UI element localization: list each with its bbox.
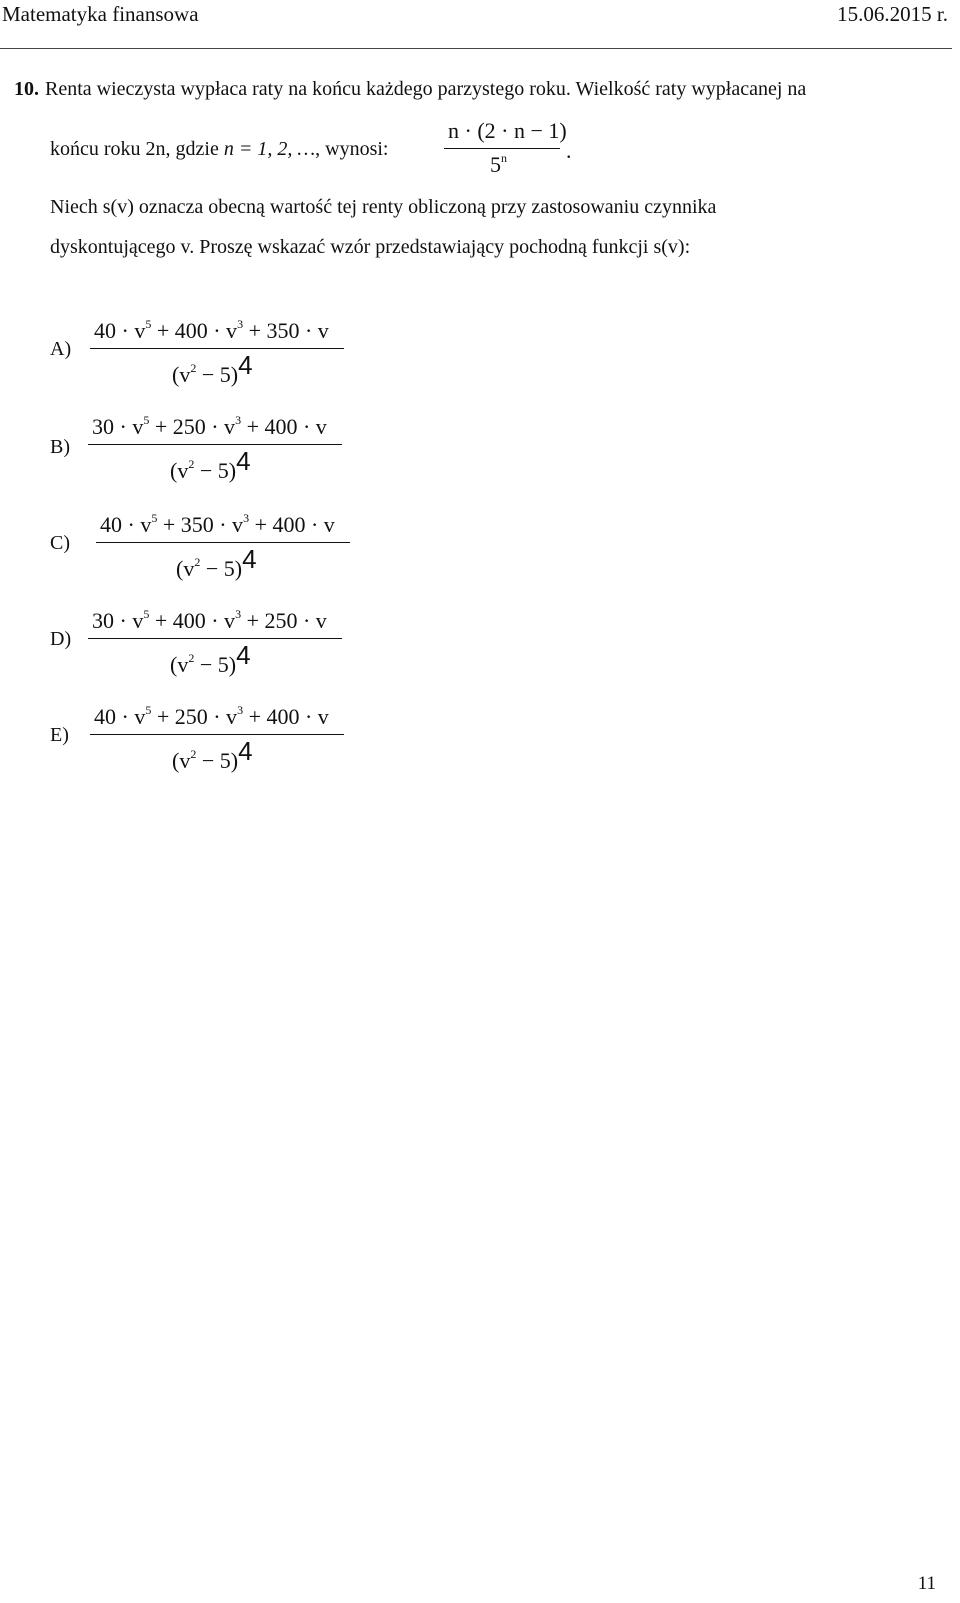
option-c-label: C) (50, 532, 70, 554)
option-a-denominator: $(v^2 - 5)4$ (172, 350, 253, 387)
page-number: 11 (917, 1573, 936, 1594)
option-b-numerator: $30 \cdot v^5 + 250 \cdot v^3 + 400 \cdot v$ (92, 413, 327, 439)
header-title: Matematyka finansowa (2, 2, 199, 26)
option-a-numerator: $40 \cdot v^5 + 400 \cdot v^3 + 350 \cdot v$ (94, 317, 329, 343)
rate-formula-numerator: n · (2 · n − 1) (448, 118, 567, 143)
question-text-1: Renta wieczysta wypłaca raty na końcu każdego parzystego roku. Wielkość raty wypłacanej na (45, 78, 807, 100)
option-c-denominator: $(v^2 - 5)4$ (176, 544, 257, 581)
option-b-denominator: $(v^2 - 5)4$ (170, 446, 251, 483)
question-text-2b: n = 1, 2, … (223, 138, 316, 160)
option-e-denominator: $(v^2 - 5)4$ (172, 736, 253, 773)
option-d-label: D) (50, 628, 72, 650)
option-d-bar (88, 638, 342, 639)
question-line-4: dyskontującego v. Proszę wskazać wzór przedstawiający pochodną funkcji s(v): (50, 236, 691, 258)
option-b-label: B) (50, 436, 70, 458)
option-a-label: A) (50, 338, 72, 360)
rate-formula-denominator: 5$^n$ (490, 151, 507, 177)
option-c-bar (96, 542, 350, 543)
question-line-1 (14, 78, 806, 101)
option-b-bar (88, 444, 342, 445)
page-header (0, 0, 952, 49)
question-text-2c: , wynosi: (315, 138, 389, 160)
option-e-numerator: $40 \cdot v^5 + 250 \cdot v^3 + 400 \cdot v$ (94, 703, 329, 729)
rate-formula-period: . (566, 138, 572, 163)
option-d-numerator: $30 \cdot v^5 + 400 \cdot v^3 + 250 \cdot v$ (92, 607, 327, 633)
question-line-2 (50, 138, 388, 161)
rate-formula-bar (444, 148, 560, 149)
option-e-label: E) (50, 724, 69, 746)
option-a-bar (90, 348, 344, 349)
question-number: 10. (14, 78, 39, 100)
option-e-bar (90, 734, 344, 735)
option-c-numerator: $40 \cdot v^5 + 350 \cdot v^3 + 400 \cdot v$ (100, 511, 335, 537)
header-date: 15.06.2015 r. (837, 2, 948, 26)
question-line-3: Niech s(v) oznacza obecną wartość tej renty obliczoną przy zastosowaniu czynnika (50, 196, 717, 218)
option-d-denominator: $(v^2 - 5)4$ (170, 640, 251, 677)
question-text-2a: końcu roku 2n, gdzie (50, 138, 224, 160)
